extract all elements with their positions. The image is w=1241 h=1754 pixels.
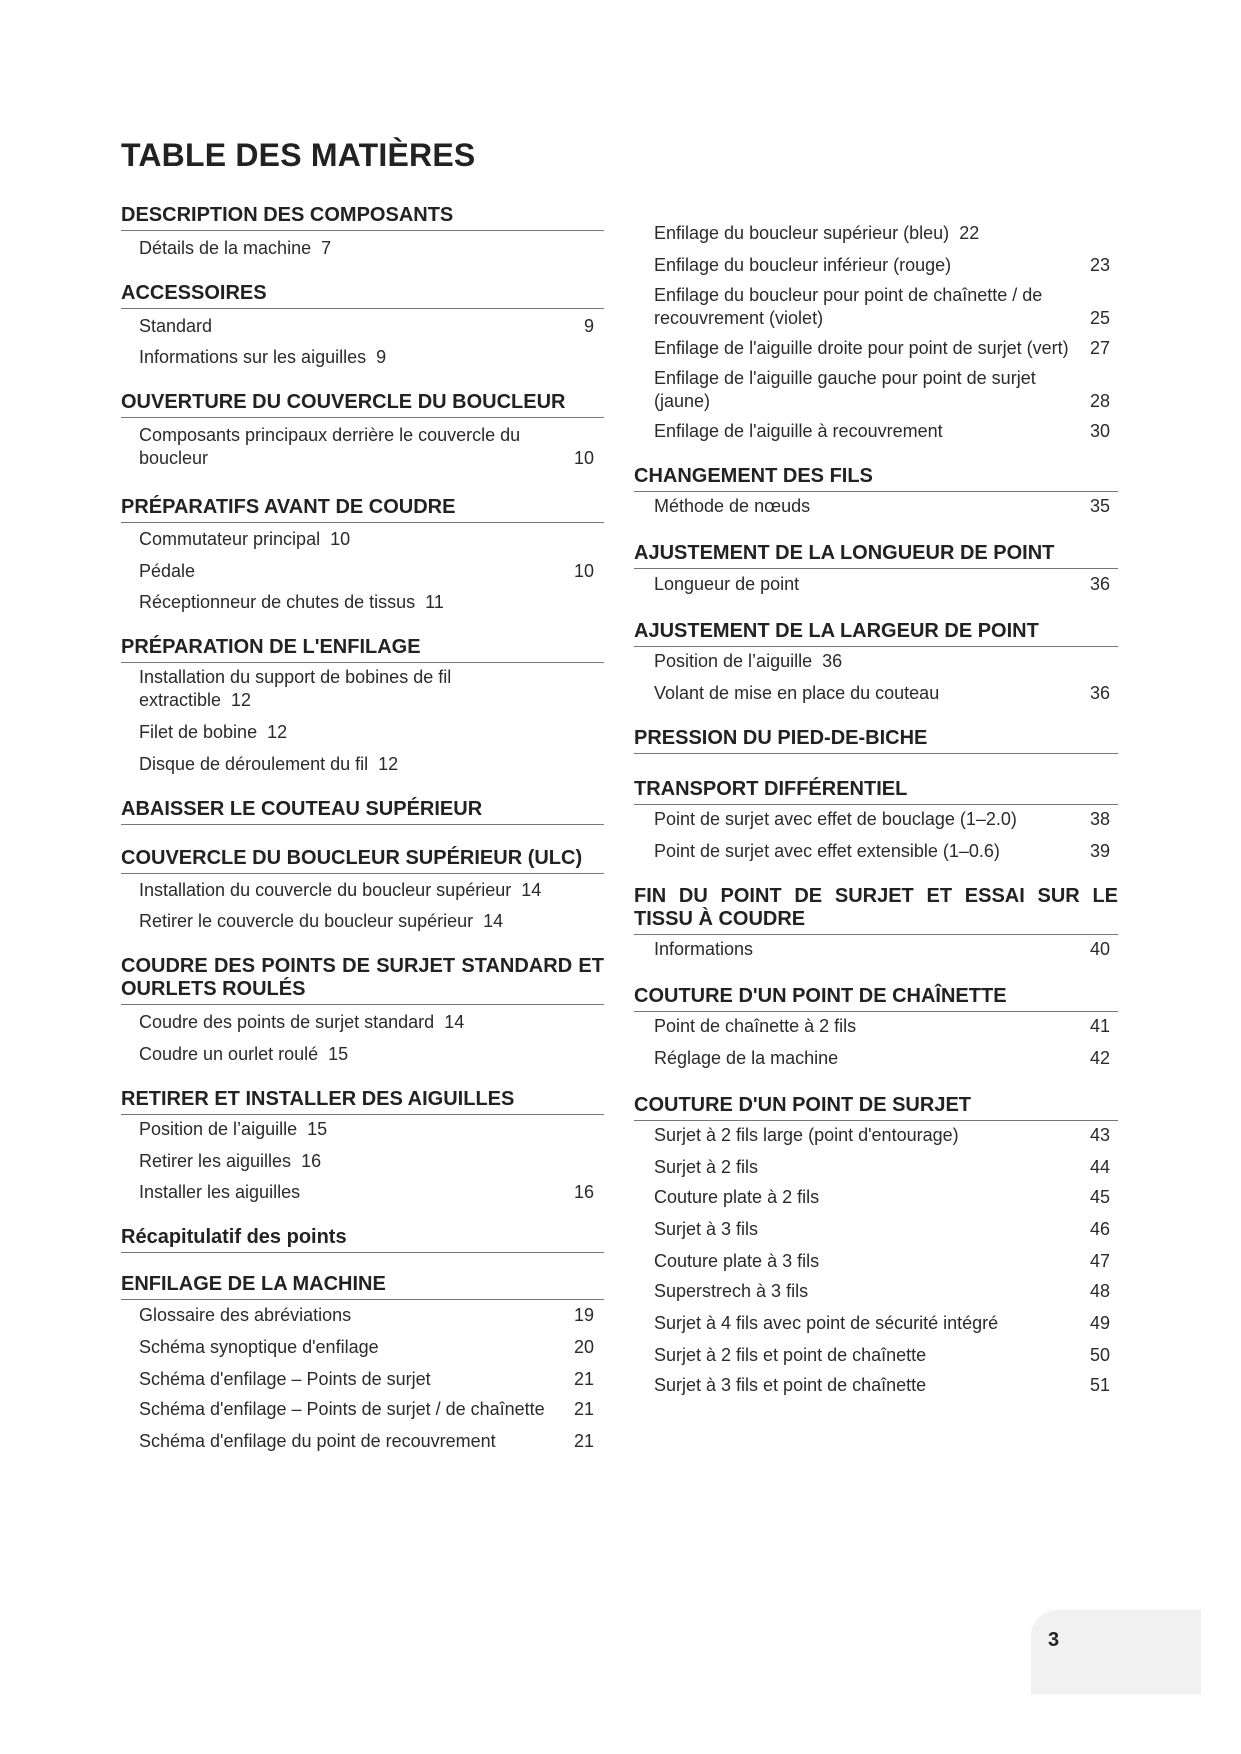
toc-entry[interactable] [634, 254, 1118, 277]
toc-entry-page: 46 [1089, 1219, 1110, 1239]
toc-entry-title: Enfilage du boucleur supérieur (bleu) [654, 223, 950, 243]
section-heading-fin-du-point-de-surjet-et-essai-sur-le-tissu-a-coudre: FIN DU POINT DE SURJET ET ESSAI SUR LE TISSU À COUDRE [634, 885, 1118, 935]
toc-entry-page: 43 [1089, 1125, 1110, 1145]
toc-section [121, 282, 604, 369]
toc-entry-title: Point de surjet avec effet de bouclage (1–2.0) [654, 809, 1017, 829]
toc-entry-page: 12 [231, 690, 252, 710]
toc-entry-title: Détails de la machine [139, 238, 312, 258]
toc-entry-page: 15 [328, 1044, 349, 1064]
section-heading-coudre-des-points-de-surjet-standard-et-ourlets-roules: COUDRE DES POINTS DE SURJET STANDARD ET OURLETS ROULÉS [121, 955, 604, 1005]
toc-section [634, 222, 1118, 443]
toc-entry-page: 22 [959, 223, 980, 243]
toc-entry-title: Installation du couvercle du boucleur supérieur [139, 880, 512, 900]
toc-entry-page: 12 [267, 722, 288, 742]
toc-entry-page: 10 [330, 529, 351, 549]
toc-section [121, 204, 604, 260]
toc-entry-title: Enfilage du boucleur inférieur (rouge) [654, 255, 952, 275]
toc-entry-title: Position de l’aiguille [139, 1119, 298, 1139]
toc-entry-title: Position de l’aiguille [654, 651, 813, 671]
toc-entry[interactable] [121, 1118, 604, 1141]
toc-entry-page: 27 [1089, 338, 1110, 358]
toc-section [121, 636, 604, 776]
toc-entry[interactable] [634, 1047, 1118, 1070]
toc-entry-page: 51 [1089, 1375, 1110, 1395]
toc-entry-page: 41 [1089, 1016, 1110, 1036]
toc-section [121, 1226, 604, 1253]
toc-entry-title: Enfilage de l'aiguille droite pour point de surjet (vert) [654, 338, 1069, 358]
toc-entry-page: 11 [425, 592, 444, 612]
toc-entry-page: 39 [1089, 841, 1110, 861]
toc-entry-title: Commutateur principal [139, 529, 321, 549]
section-heading-accessoires: ACCESSOIRES [121, 282, 604, 309]
toc-entry-title: Point de chaînette à 2 fils [654, 1016, 857, 1036]
toc-entry[interactable] [634, 1124, 1118, 1147]
toc-entry[interactable] [121, 1398, 604, 1421]
toc-entry-title: Superstrech à 3 fils [654, 1281, 809, 1301]
toc-entry-page: 50 [1089, 1345, 1110, 1365]
toc-entry-title: Enfilage de l'aiguille gauche pour point de surjet (jaune) [654, 368, 1036, 411]
page-number-tab [1031, 1610, 1201, 1694]
toc-entry-page: 38 [1089, 809, 1110, 829]
toc-entry[interactable] [634, 1250, 1118, 1273]
section-heading-enfilage-de-la-machine: ENFILAGE DE LA MACHINE [121, 1273, 604, 1300]
section-heading-couvercle-du-boucleur-superieur-ulc: COUVERCLE DU BOUCLEUR SUPÉRIEUR (ULC) [121, 847, 604, 874]
toc-entry[interactable] [121, 560, 604, 583]
toc-section [121, 496, 604, 614]
toc-entry-title: Schéma synoptique d'enfilage [139, 1337, 379, 1357]
toc-entry-title: Composants principaux derrière le couvercle du boucleur [139, 425, 521, 468]
toc-entry-page: 28 [1089, 391, 1110, 411]
toc-entry[interactable] [121, 1043, 604, 1066]
toc-section [121, 798, 604, 825]
toc-section [121, 955, 604, 1066]
toc-section [634, 727, 1118, 754]
toc-entry[interactable] [121, 1181, 604, 1204]
toc-entry-page: 14 [521, 880, 542, 900]
toc-entry-page: 10 [573, 448, 594, 468]
toc-section [634, 985, 1118, 1070]
toc-entry[interactable] [634, 367, 1118, 413]
toc-entry-title: Méthode de nœuds [654, 496, 811, 516]
toc-entry[interactable] [634, 1156, 1118, 1179]
page-number: 3 [1048, 1629, 1060, 1651]
toc-section [634, 885, 1118, 961]
section-heading-preparatifs-avant-de-coudre: PRÉPARATIFS AVANT DE COUDRE [121, 496, 604, 523]
toc-entry-page: 45 [1089, 1187, 1110, 1207]
section-heading-ajustement-de-la-longueur-de-point: AJUSTEMENT DE LA LONGUEUR DE POINT [634, 542, 1118, 569]
toc-entry-page: 21 [573, 1369, 594, 1389]
toc-entry-page: 36 [1089, 683, 1110, 703]
section-heading-ajustement-de-la-largeur-de-point: AJUSTEMENT DE LA LARGEUR DE POINT [634, 620, 1118, 647]
toc-entry[interactable] [121, 1368, 604, 1391]
section-heading-retirer-et-installer-des-aiguilles: RETIRER ET INSTALLER DES AIGUILLES [121, 1088, 604, 1115]
toc-entry[interactable] [121, 1336, 604, 1359]
toc-entry-title: Coudre un ourlet roulé [139, 1044, 319, 1064]
toc-entry-title: Longueur de point [654, 574, 800, 594]
toc-entry[interactable] [121, 237, 604, 260]
section-heading-abaisser-le-couteau-superieur: ABAISSER LE COUTEAU SUPÉRIEUR [121, 798, 604, 825]
toc-section [121, 847, 604, 933]
toc-entry-page: 12 [378, 754, 399, 774]
toc-entry-page: 48 [1089, 1281, 1110, 1301]
toc-right-column [634, 222, 1118, 1397]
toc-entry-title: Surjet à 2 fils et point de chaînette [654, 1345, 927, 1365]
toc-section [121, 391, 604, 470]
toc-entry[interactable] [634, 1015, 1118, 1038]
toc-entry-page: 14 [483, 911, 504, 931]
toc-entry[interactable] [634, 808, 1118, 831]
toc-entry-title: Couture plate à 2 fils [654, 1187, 820, 1207]
toc-entry-title: Surjet à 2 fils [654, 1157, 759, 1177]
toc-entry-title: Volant de mise en place du couteau [654, 683, 940, 703]
toc-entry[interactable] [634, 682, 1118, 705]
toc-section [121, 1273, 604, 1453]
toc-entry[interactable] [121, 315, 604, 338]
toc-entry-page: 7 [321, 238, 332, 258]
toc-entry[interactable] [634, 1218, 1118, 1241]
toc-entry[interactable] [121, 721, 604, 744]
section-heading-recapitulatif-des-points: Récapitulatif des points [121, 1226, 604, 1253]
toc-entry-title: Surjet à 2 fils large (point d'entourage) [654, 1125, 959, 1145]
toc-entry[interactable] [634, 1280, 1118, 1303]
toc-entry-title: Surjet à 4 fils avec point de sécurité intégré [654, 1313, 999, 1333]
toc-section [634, 542, 1118, 596]
toc-entry[interactable] [634, 337, 1118, 360]
toc-entry-page: 16 [573, 1182, 594, 1202]
toc-entry-title: Schéma d'enfilage du point de recouvrement [139, 1431, 496, 1451]
toc-entry-page: 36 [822, 651, 843, 671]
toc-entry-title: Informations [654, 939, 754, 959]
toc-entry-page: 36 [1089, 574, 1110, 594]
toc-section [634, 620, 1118, 705]
toc-entry-title: Retirer le couvercle du boucleur supérieur [139, 911, 474, 931]
toc-section [634, 465, 1118, 518]
section-heading-preparation-de-l-enfilage: PRÉPARATION DE L'ENFILAGE [121, 636, 604, 663]
toc-entry-title: Schéma d'enfilage – Points de surjet [139, 1369, 431, 1389]
section-heading-couture-d-un-point-de-chainette: COUTURE D'UN POINT DE CHAÎNETTE [634, 985, 1118, 1012]
toc-entry-title: Pédale [139, 561, 196, 581]
toc-entry-title: Schéma d'enfilage – Points de surjet / de chaînette [139, 1399, 545, 1419]
toc-entry-title: Surjet à 3 fils [654, 1219, 759, 1239]
toc-entry-page: 21 [573, 1399, 594, 1419]
section-heading-ouverture-du-couvercle-du-boucleur: OUVERTURE DU COUVERCLE DU BOUCLEUR [121, 391, 604, 418]
toc-entry-page: 44 [1089, 1157, 1110, 1177]
toc-entry-title: Coudre des points de surjet standard [139, 1012, 435, 1032]
toc-entry-page: 30 [1089, 421, 1110, 441]
toc-entry-title: Enfilage de l'aiguille à recouvrement [654, 421, 943, 441]
toc-entry-title: Point de surjet avec effet extensible (1–0.6) [654, 841, 1000, 861]
toc-entry[interactable] [121, 591, 604, 614]
toc-entry[interactable] [121, 346, 604, 369]
toc-entry-page: 9 [583, 316, 594, 336]
toc-entry-title: Standard [139, 316, 213, 336]
page-title: TABLE DES MATIÈRES [121, 137, 476, 173]
toc-entry-page: 14 [444, 1012, 465, 1032]
toc-entry-title: Installation du support de bobines de fil extractible [139, 667, 452, 710]
toc-entry-title: Disque de déroulement du fil [139, 754, 369, 774]
toc-entry[interactable] [121, 879, 604, 902]
toc-entry-page: 15 [307, 1119, 328, 1139]
toc-entry[interactable] [121, 1011, 604, 1034]
toc-entry[interactable] [121, 528, 604, 551]
toc-entry-title: Informations sur les aiguilles [139, 347, 367, 367]
toc-entry[interactable] [634, 420, 1118, 443]
toc-entry-title: Installer les aiguilles [139, 1182, 301, 1202]
toc-entry[interactable] [634, 573, 1118, 596]
toc-entry[interactable] [634, 650, 1118, 673]
toc-entry[interactable] [121, 753, 604, 776]
toc-entry-page: 35 [1089, 496, 1110, 516]
section-heading-couture-d-un-point-de-surjet: COUTURE D'UN POINT DE SURJET [634, 1094, 1118, 1121]
toc-entry[interactable] [121, 1430, 604, 1453]
toc-entry-title: Enfilage du boucleur pour point de chaînette / de recouvrement (violet) [654, 285, 1043, 328]
toc-entry-page: 19 [573, 1305, 594, 1325]
toc-entry-page: 20 [573, 1337, 594, 1357]
section-heading-pression-du-pied-de-biche: PRESSION DU PIED-DE-BICHE [634, 727, 1118, 754]
toc-section [634, 1094, 1118, 1397]
toc-entry-title: Surjet à 3 fils et point de chaînette [654, 1375, 927, 1395]
toc-entry[interactable] [634, 1312, 1118, 1335]
toc-entry[interactable] [634, 840, 1118, 863]
toc-entry[interactable] [634, 938, 1118, 961]
toc-entry[interactable] [634, 1374, 1118, 1397]
toc-entry-page: 21 [573, 1431, 594, 1451]
toc-entry[interactable] [121, 910, 604, 933]
toc-entry-page: 23 [1089, 255, 1110, 275]
toc-section [121, 1088, 604, 1204]
toc-entry[interactable] [121, 1304, 604, 1327]
toc-entry-page: 16 [301, 1151, 322, 1171]
section-heading-changement-des-fils: CHANGEMENT DES FILS [634, 465, 1118, 492]
toc-entry-title: Réceptionneur de chutes de tissus [139, 592, 416, 612]
toc-entry[interactable] [634, 1344, 1118, 1367]
toc-left-column [121, 204, 604, 1453]
toc-entry-title: Couture plate à 3 fils [654, 1251, 820, 1271]
toc-entry-page: 42 [1089, 1048, 1110, 1068]
toc-entry-page: 40 [1089, 939, 1110, 959]
section-heading-transport-differentiel: TRANSPORT DIFFÉRENTIEL [634, 778, 1118, 805]
toc-entry-title: Réglage de la machine [654, 1048, 839, 1068]
toc-entry[interactable] [121, 1150, 604, 1173]
toc-entry-page: 9 [376, 347, 387, 367]
toc-entry-title: Glossaire des abréviations [139, 1305, 352, 1325]
toc-entry[interactable] [634, 495, 1118, 518]
toc-entry[interactable] [634, 1186, 1118, 1209]
toc-entry[interactable] [121, 666, 604, 712]
toc-entry-page: 47 [1089, 1251, 1110, 1271]
toc-section [634, 778, 1118, 863]
toc-entry[interactable] [634, 284, 1118, 330]
toc-entry-title: Retirer les aiguilles [139, 1151, 292, 1171]
section-heading-description-des-composants: DESCRIPTION DES COMPOSANTS [121, 204, 604, 231]
toc-entry-page: 10 [573, 561, 594, 581]
toc-entry-page: 25 [1089, 308, 1110, 328]
toc-entry[interactable] [121, 424, 604, 470]
toc-entry-page: 49 [1089, 1313, 1110, 1333]
toc-entry[interactable] [634, 222, 1118, 245]
toc-entry-title: Filet de bobine [139, 722, 258, 742]
